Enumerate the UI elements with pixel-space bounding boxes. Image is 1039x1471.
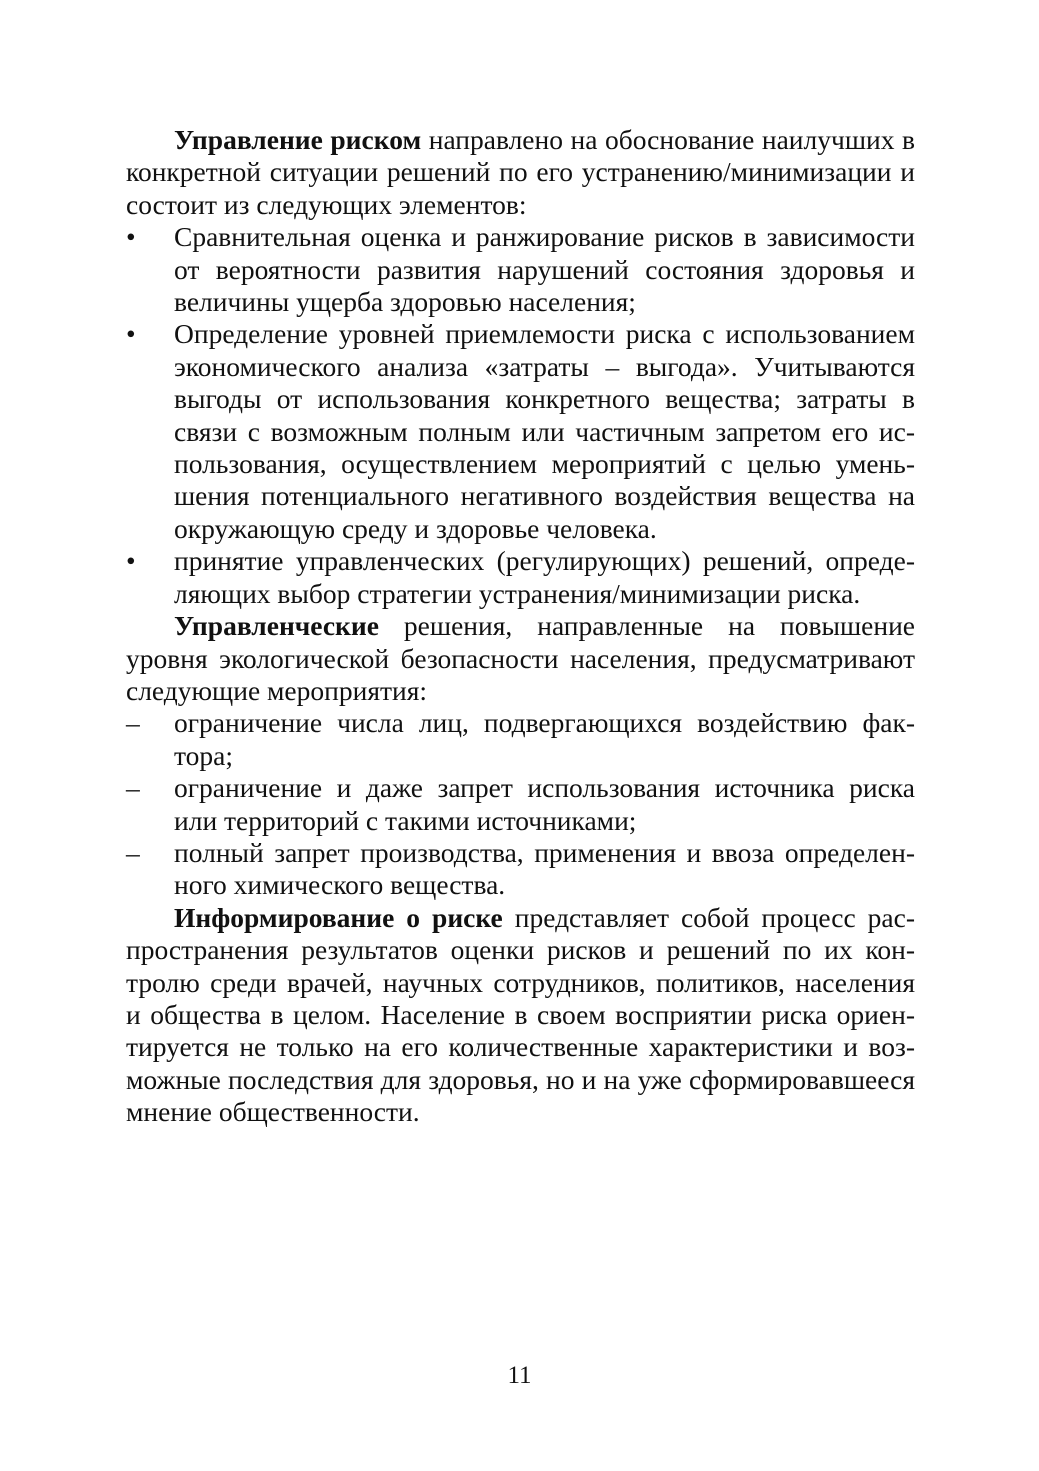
list-item-text: Сравнительная оценка и ранжирование рисков в зависимости от вероятности развития нарушений состояния здоровья и величины ущерба здоровью населения; <box>174 221 915 318</box>
list-item-text: Определение уровней приемлемости риска с использованием экономического анализа «затраты – выгода». Учитываются выгоды от использования конкретного вещества; затраты в связи с возможным полным или частичным запретом его использования, осуществлением мероприятий с целью уменьшения потенциального негативного воздействия вещества на окружающую среду и здоровье человека. <box>174 318 915 544</box>
paragraph-text: представляет собой процесс распространения результатов оценки рисков и решений по их контролю среди врачей, научных сотрудников, политиков, населения и общества в целом. Население в своем восприятии риска ориентируется не только на его количественные характеристики и возможные последствия для здоровья, но и на уже сформировавшееся мнение общественности. <box>126 901 915 1128</box>
list-item-text: принятие управленческих (регулирующих) решений, определяющих выбор стратегии устранения/минимизации риска. <box>174 545 915 609</box>
list-item <box>126 318 915 545</box>
paragraph-management-decisions <box>126 610 915 707</box>
paragraph-risk-communication <box>126 902 915 1129</box>
list-item-text: ограничение числа лиц, подвергающихся воздействию фактора; <box>174 707 915 771</box>
list-item <box>126 221 915 318</box>
paragraph-text: решения, направленные на повышение уровня экологической безопасности населения, предусматривают следующие мероприятия: <box>126 610 915 706</box>
list-item <box>126 545 915 610</box>
bullet-marker: • <box>126 318 136 350</box>
term-risk-communication: Информирование о риске <box>174 901 503 933</box>
page-body <box>126 124 915 1129</box>
paragraph-text: направлено на обоснование наилучших в конкретной ситуации решений по его устранению/минимизации и состоит из следующих элементов: <box>126 124 915 220</box>
list-item-text: полный запрет производства, применения и ввоза определенного химического вещества. <box>174 836 915 901</box>
term-risk-management: Управление риском <box>174 124 422 155</box>
dash-marker: – <box>126 836 140 868</box>
paragraph-risk-management <box>126 124 915 221</box>
list-item <box>126 837 915 902</box>
list-item <box>126 772 915 837</box>
bullet-marker: • <box>126 545 136 577</box>
dash-marker: – <box>126 707 140 739</box>
page-number: 11 <box>507 1362 532 1389</box>
list-item <box>126 707 915 772</box>
bullet-marker: • <box>126 221 136 253</box>
list-item-text: ограничение и даже запрет использования источника риска или территорий с такими источниками; <box>174 772 915 836</box>
term-management-decisions: Управленческие <box>174 610 379 642</box>
dash-marker: – <box>126 772 140 804</box>
dash-list <box>126 707 915 901</box>
bullet-list <box>126 221 915 610</box>
